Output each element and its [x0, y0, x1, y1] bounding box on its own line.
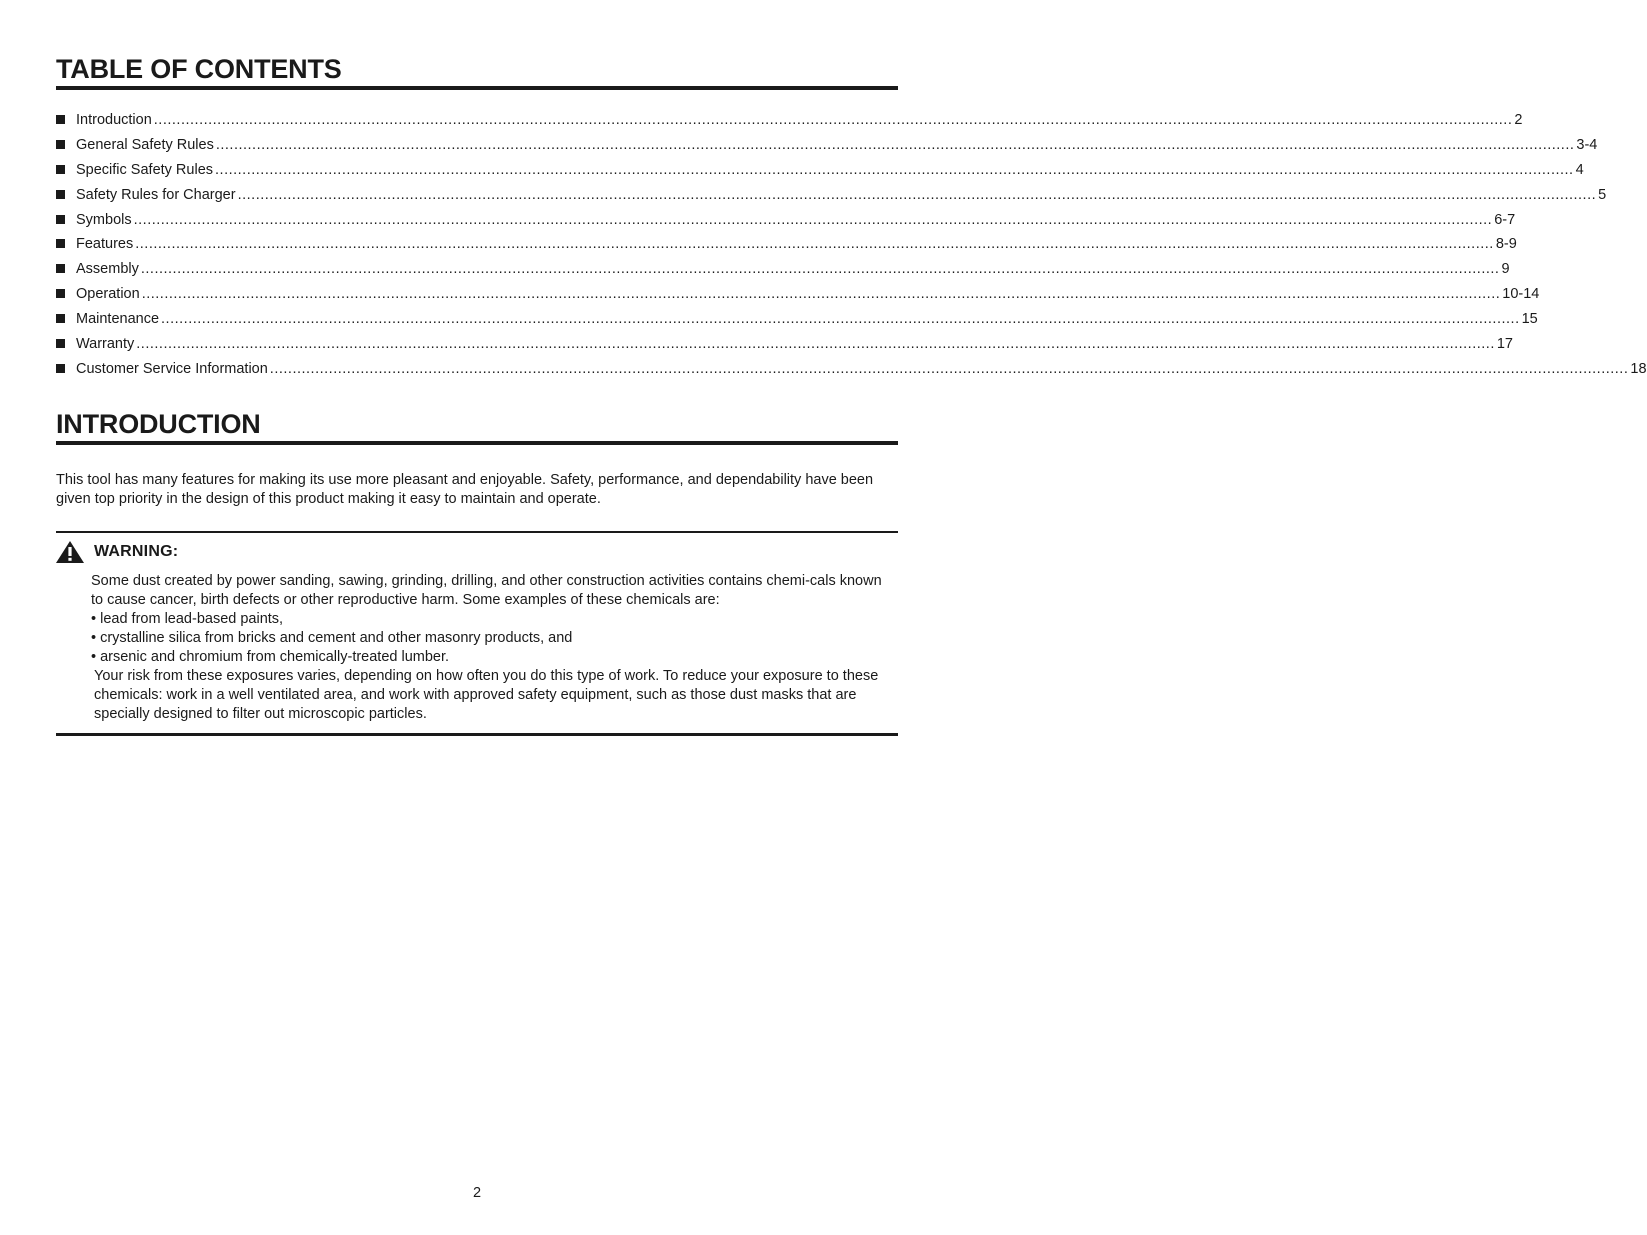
toc-item-page: 18 [1630, 360, 1647, 377]
toc-item-page: 2 [1514, 112, 1523, 128]
toc-item [56, 234, 1517, 259]
toc-leader-dots: ............................................................................................................................................................................................................................................................................................................ [269, 360, 1629, 377]
toc-item-page: 17 [1496, 336, 1513, 353]
warning-paragraph: Some dust created by power sanding, sawing, grinding, drilling, and other construction activities contains chemi-cals known to cause cancer, birth defects or other reproductive harm. Some examples of these chemicals are: [91, 573, 882, 608]
toc-leader-dots: ............................................................................................................................................................................................................................................................................................................ [140, 261, 1500, 278]
square-bullet-icon [56, 165, 65, 174]
toc-item-page: 9 [1501, 261, 1510, 278]
toc-item-label: Safety Rules for Charger [76, 186, 236, 203]
toc-item-label: Warranty [76, 336, 135, 353]
warning-label: WARNING: [94, 543, 179, 560]
toc-item [56, 135, 1598, 160]
warning-box [56, 531, 898, 736]
square-bullet-icon [56, 289, 65, 298]
warning-body [91, 572, 891, 724]
toc-item [56, 259, 1510, 284]
toc-item [56, 284, 1540, 309]
toc-item [56, 359, 1647, 384]
toc-item-label: General Safety Rules [76, 136, 214, 153]
toc-item-page: 3-4 [1576, 136, 1598, 153]
toc-item-page: 8-9 [1495, 236, 1517, 253]
toc-item-page: 10-14 [1502, 286, 1540, 303]
square-bullet-icon [56, 115, 65, 124]
toc-item-label: Customer Service Information [76, 360, 268, 377]
toc-item-page: 6-7 [1494, 211, 1516, 228]
introduction-text: This tool has many features for making its use more pleasant and enjoyable. Safety, performance, and dependability have been given top priority in the design of this product making it easy to maintain and operate. [56, 472, 874, 507]
warning-bullet: • crystalline silica from bricks and cement and other masonry products, and [91, 630, 573, 646]
square-bullet-icon [56, 339, 65, 348]
toc-item [56, 185, 1607, 210]
square-bullet-icon [56, 140, 65, 149]
warning-closing: Your risk from these exposures varies, depending on how often you do this type of work. To reduce your exposure to these chemicals: work in a well ventilated area, and work with approved safety equipment, such as those dust masks that are specially designed to filter out microscopic particles. [94, 668, 879, 722]
toc-item-label: Introduction [76, 112, 152, 128]
square-bullet-icon [56, 314, 65, 323]
warning-bullet: • arsenic and chromium from chemically-treated lumber. [91, 649, 450, 665]
toc-leader-dots: ............................................................................................................................................................................................................................................................................................................ [215, 136, 1575, 153]
toc-item-page: 5 [1598, 186, 1607, 203]
toc-leader-dots: ............................................................................................................................................................................................................................................................................................................ [237, 186, 1597, 203]
page-number: 2 [472, 1185, 482, 1201]
toc-leader-dots: ............................................................................................................................................................................................................................................................................................................ [141, 286, 1501, 303]
warning-triangle-icon [56, 541, 84, 563]
toc-leader-dots: ............................................................................................................................................................................................................................................................................................................ [153, 112, 1513, 128]
toc-item-label: Features [76, 236, 134, 253]
toc-item-label: Specific Safety Rules [76, 161, 214, 178]
toc-item-page: 4 [1575, 161, 1584, 178]
toc-item-page: 15 [1521, 311, 1538, 328]
toc-item [56, 309, 1538, 334]
toc-item-label: Operation [76, 286, 140, 303]
square-bullet-icon [56, 215, 65, 224]
toc-item [56, 110, 1523, 135]
toc-leader-dots: ............................................................................................................................................................................................................................................................................................................ [133, 211, 1493, 228]
toc-list [56, 110, 1647, 384]
toc-leader-dots: ............................................................................................................................................................................................................................................................................................................ [136, 336, 1495, 353]
toc-leader-dots: ............................................................................................................................................................................................................................................................................................................ [135, 236, 1494, 253]
toc-heading: TABLE OF CONTENTS [56, 54, 898, 90]
toc-item [56, 334, 1513, 359]
toc-leader-dots: ............................................................................................................................................................................................................................................................................................................ [161, 311, 1520, 328]
square-bullet-icon [56, 264, 65, 273]
toc-leader-dots: ............................................................................................................................................................................................................................................................................................................ [215, 161, 1574, 178]
toc-item-label: Symbols [76, 211, 132, 228]
square-bullet-icon [56, 239, 65, 248]
toc-item-label: Maintenance [76, 311, 160, 328]
toc-item [56, 210, 1516, 235]
warning-header [56, 541, 178, 563]
square-bullet-icon [56, 364, 65, 373]
warning-bullet: • lead from lead-based paints, [91, 611, 284, 627]
toc-item-label: Assembly [76, 261, 139, 278]
introduction-heading: INTRODUCTION [56, 409, 898, 445]
square-bullet-icon [56, 190, 65, 199]
toc-item [56, 160, 1584, 185]
